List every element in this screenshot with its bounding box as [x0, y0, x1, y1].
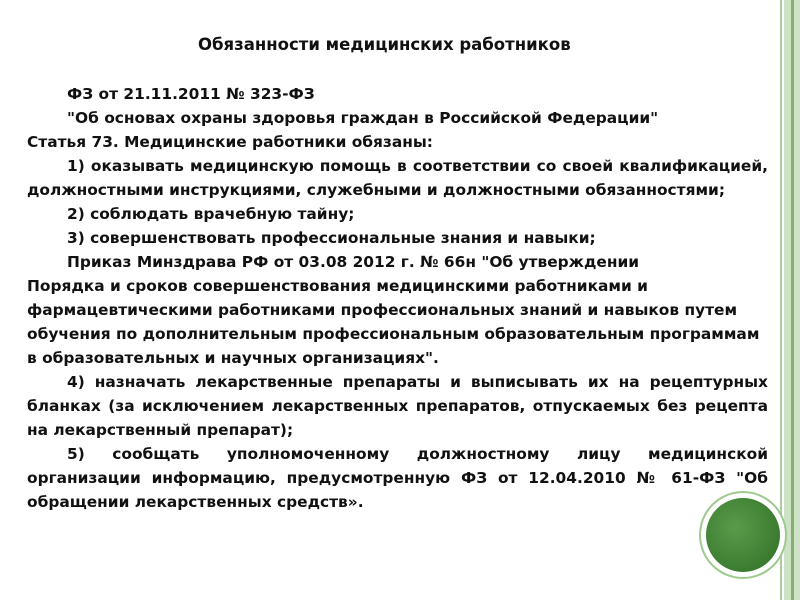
article-heading: Статья 73. Медицинские работники обязаны:	[27, 133, 433, 151]
slide-body	[27, 82, 768, 514]
law-reference: ФЗ от 21.11.2011 № 323-ФЗ	[67, 85, 315, 103]
slide-title: Обязанности медицинских работников	[198, 35, 571, 54]
duty-item-5: 5) сообщать уполномоченному должностному лицу медицинской организации информацию, предусмотренную ФЗ от 12.04.2010 № 61-ФЗ "Об обращении лекарственных средств».	[27, 445, 768, 511]
duty-item-4: 4) назначать лекарственные препараты и выписывать их на рецептурных бланках (за исключением лекарственных препаратов, отпускаемых без рецепта на лекарственный препарат);	[27, 373, 768, 439]
duty-item-3: 3) совершенствовать профессиональные знания и навыки;	[67, 229, 596, 247]
order-title: Порядка и сроков совершенствования медицинскими работниками и фармацевтическими работниками профессиональных знаний и навыков путем обучения по дополнительным профессиональным образовательным программам в образовательных и научных организациях".	[27, 277, 760, 367]
right-decorative-line	[780, 0, 782, 600]
duty-item-1: 1) оказывать медицинскую помощь в соответствии со своей квалификацией, должностными инструкциями, служебными и должностными обязанностями;	[27, 157, 768, 199]
law-title: "Об основах охраны здоровья граждан в Российской Федерации"	[67, 109, 659, 127]
order-reference: Приказ Минздрава РФ от 03.08 2012 г. № 66н "Об утверждении	[67, 253, 640, 271]
right-decorative-stripe	[791, 0, 794, 600]
duty-item-2: 2) соблюдать врачебную тайну;	[67, 205, 355, 223]
